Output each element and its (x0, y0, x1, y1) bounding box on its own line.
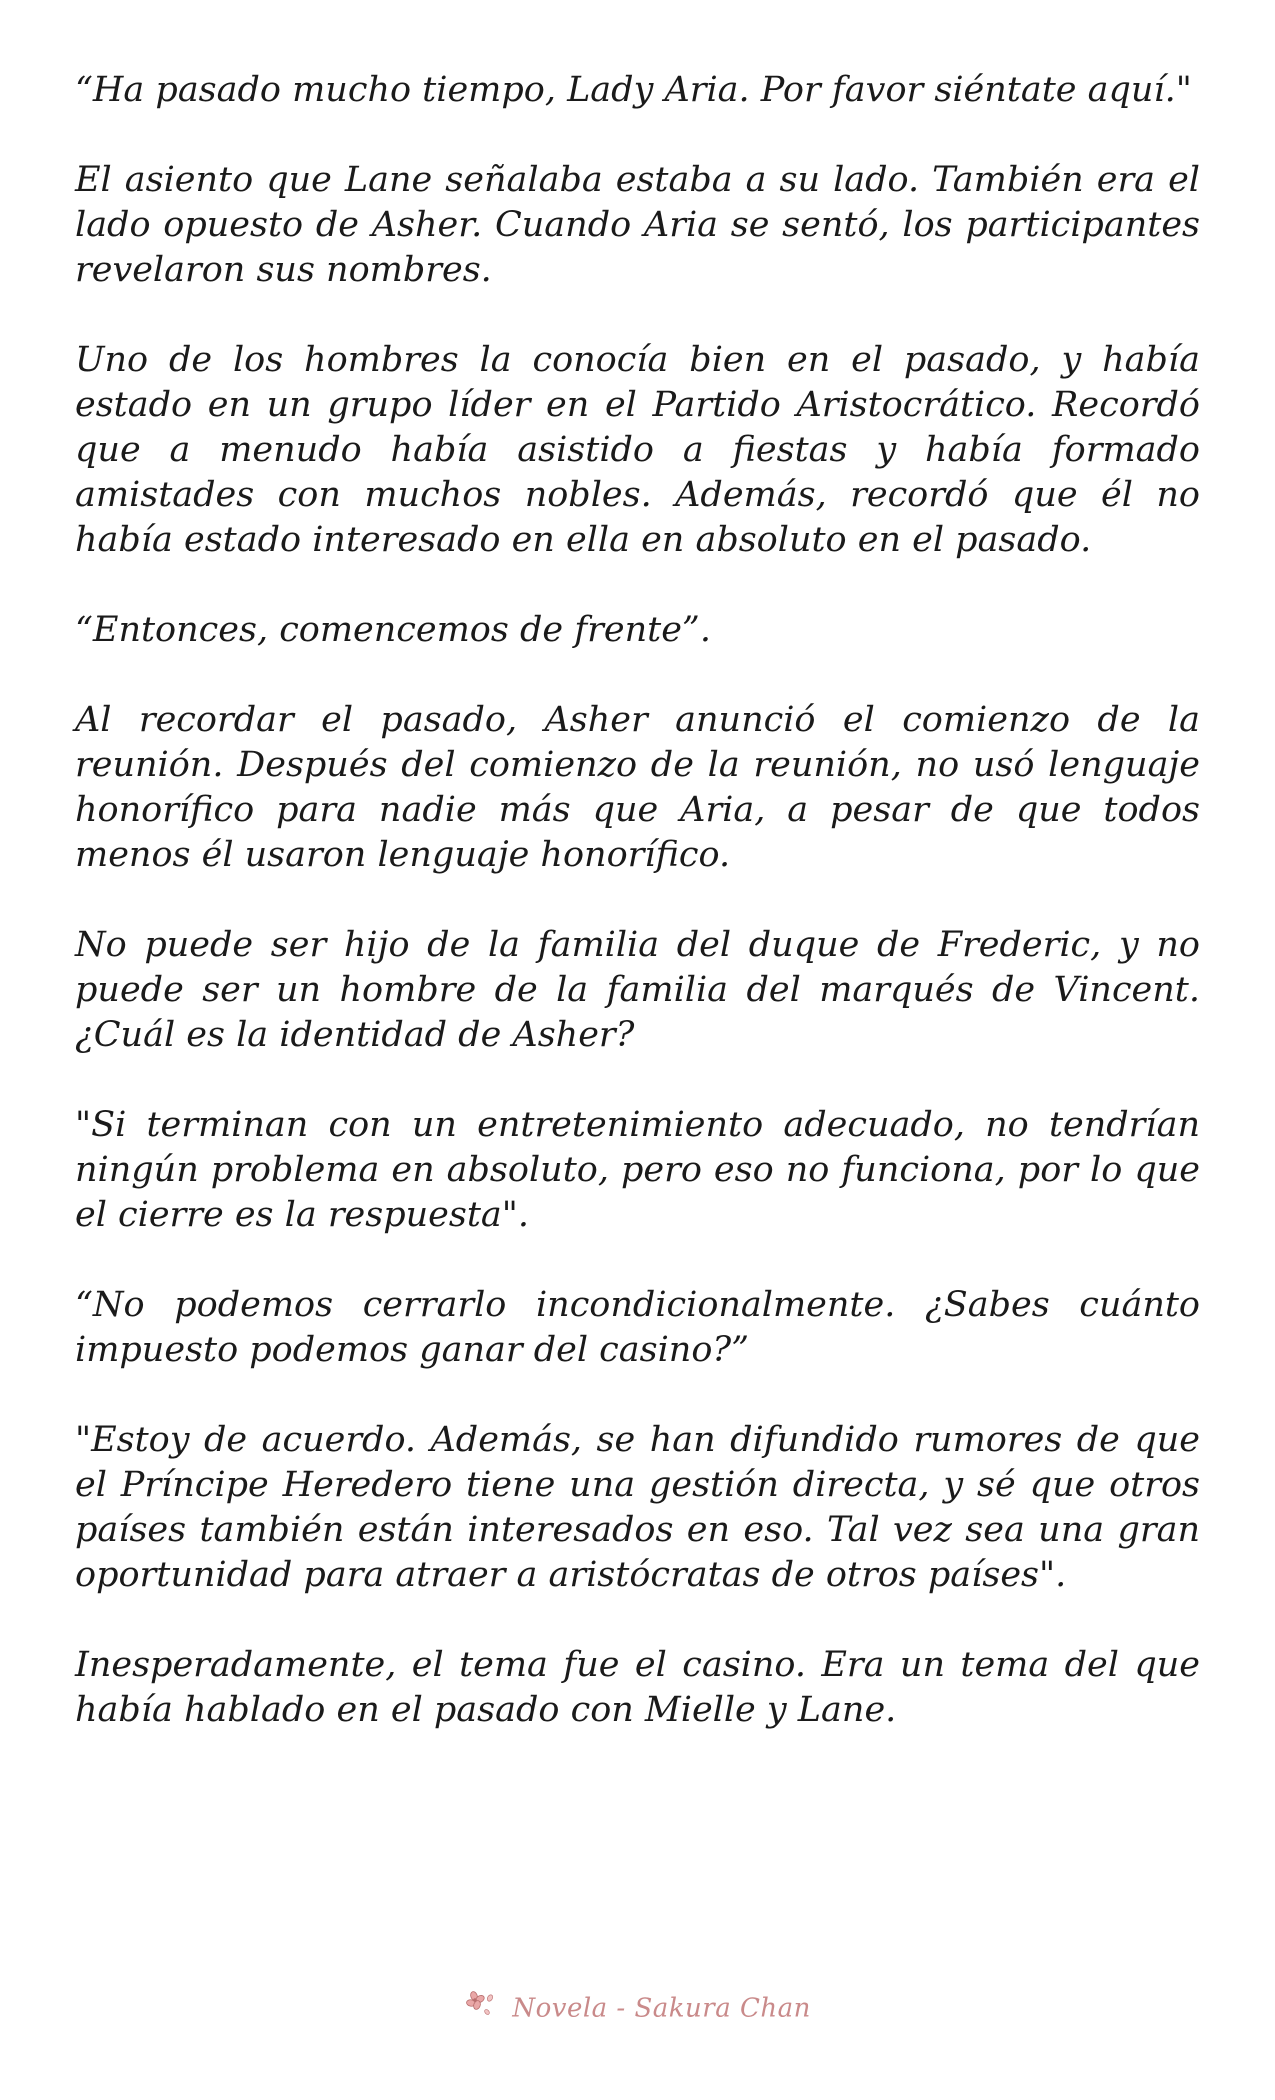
watermark-text: Novela - Sakura Chan (512, 1993, 811, 2024)
document-body (75, 68, 1200, 1778)
paragraph-1: “Ha pasado mucho tiempo, Lady Aria. Por favor siéntate aquí." (75, 70, 1192, 110)
paragraph-3: Uno de los hombres la conocía bien en el pasado, y había estado en un grupo líder en el Partido Aristocrático. Recordó que a menudo había asistido a fiestas y había formado amistades con muchos nobles. Además, recordó que él no había estado interesado en ella en absoluto en el pasado. (75, 340, 1200, 560)
paragraph-8: “No podemos cerrarlo incondicionalmente. ¿Sabes cuánto impuesto podemos ganar del casino?” (75, 1285, 1200, 1370)
paragraph-6: No puede ser hijo de la familia del duque de Frederic, y no puede ser un hombre de la familia del marqués de Vincent. ¿Cuál es la identidad de Asher? (75, 925, 1200, 1055)
paragraph-7: "Si terminan con un entretenimiento adecuado, no tendrían ningún problema en absoluto, pero eso no funciona, por lo que el cierre es la respuesta". (75, 1105, 1200, 1235)
paragraph-4: “Entonces, comencemos de frente”. (75, 610, 711, 650)
paragraph-5: Al recordar el pasado, Asher anunció el comienzo de la reunión. Después del comienzo de la reunión, no usó lenguaje honorífico para nadie más que Aria, a pesar de que todos menos él usaron lenguaje honorífico. (75, 700, 1200, 875)
paragraph-2: El asiento que Lane señalaba estaba a su lado. También era el lado opuesto de Asher. Cuando Aria se sentó, los participantes revelaron sus nombres. (75, 160, 1200, 290)
watermark (0, 1990, 1275, 2027)
sakura-flower-icon (464, 1990, 498, 2027)
paragraph-10: Inesperadamente, el tema fue el casino. Era un tema del que había hablado en el pasado con Mielle y Lane. (75, 1645, 1200, 1730)
paragraph-9: "Estoy de acuerdo. Además, se han difundido rumores de que el Príncipe Heredero tiene una gestión directa, y sé que otros países también están interesados en eso. Tal vez sea una gran oportunidad para atraer a aristócratas de otros países". (75, 1420, 1200, 1595)
